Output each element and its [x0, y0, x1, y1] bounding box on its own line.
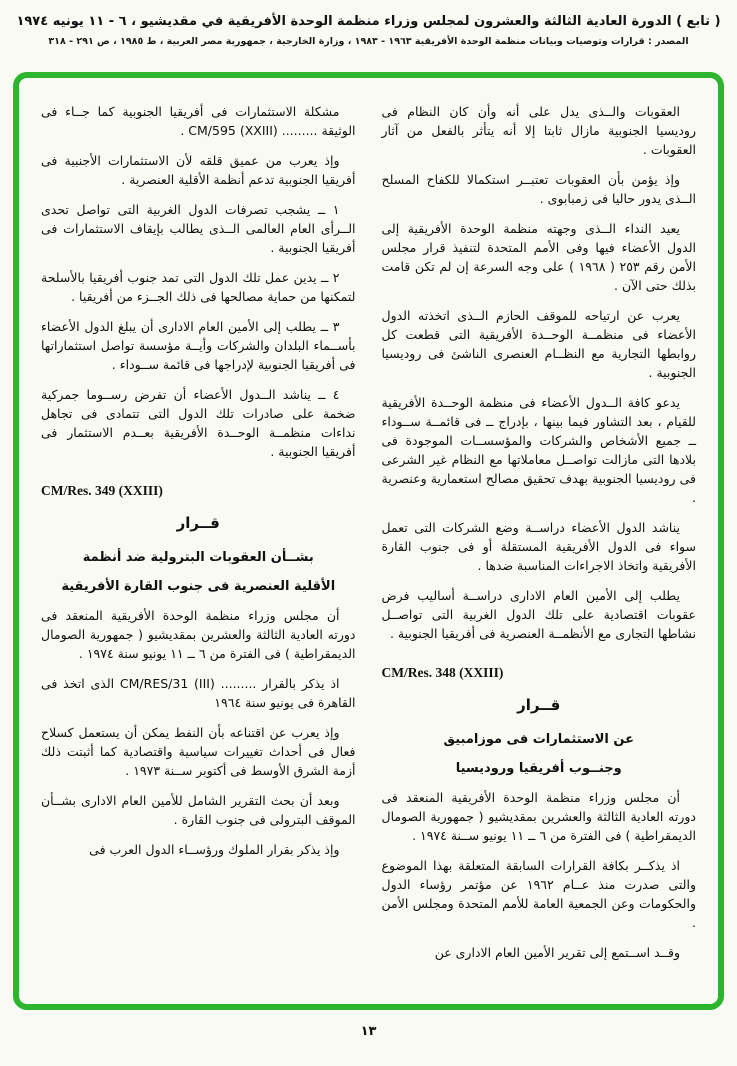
paragraph: أن مجلس وزراء منظمة الوحدة الأفريقية المنعقد فى دورته العادية الثالثة والعشرين بمقديشيو ( جمهورية الصومال الديمقراطية ) فى الفترة من ٦ ــ ١١ يونيو ســنة ١٩٧٤ .	[381, 789, 696, 843]
resolution-title: قــرار	[517, 695, 561, 714]
paragraph: مشكلة الاستثمارات فى أفريقيا الجنوبية كما جــاء فى الوثيقة ......... CM/595 (XXIII) .	[41, 104, 356, 138]
document-header-title: ( تابع ) الدورة العادية الثالثة والعشرون لمجلس وزراء منظمة الوحدة الأفريقية في مقديشيو ، ٦ - ١١ يونيه ١٩٧٤	[16, 14, 721, 29]
page-frame	[13, 72, 724, 1010]
numbered-clause-4: ٤ ــ يناشد الــدول الأعضاء أن تفرض رســوما جمركية ضخمة على صادرات تلك الدول التى تتمادى فى تجاهل نداءات منظمــة الوحــدة الأفريقية بعــدم الاستثمار فى أفريقيا الجنوبية .	[41, 387, 356, 459]
paragraph: وإذ يعرب من عميق قلقه لأن الاستثمارات الأجنبية فى أفريقيا الجنوبية تدعم أنظمة الأقلية العنصرية .	[41, 153, 356, 187]
resolution-subtitle: بشــأن العقوبات البترولية ضد أنظمة	[82, 550, 314, 566]
paragraph: وبعد أن بحث التقرير الشامل للأمين العام الادارى بشــأن الموقف البترولى فى جنوب القارة .	[41, 792, 356, 827]
paragraph: يعيد النداء الــذى وجهته منظمة الوحدة الأفريقية إلى الدول الأعضاء فيها وفى الأمم المتحدة لتنفيذ قرار مجلس الأمن رقم ٢٥٣ ( ١٩٦٨ ) على وجه السرعة إن لم تكن قامت بذلك حتى الآن .	[381, 221, 696, 293]
right-column	[382, 102, 697, 992]
resolution-number-348: CM/Res. 348 (XXIII)	[381, 665, 504, 680]
numbered-clause-3: ٣ ــ يطلب إلى الأمين العام الادارى أن يبلغ الدول الأعضاء بأســماء البلدان والشركات وأيــة مؤسسة تواصل استثماراتها فى أفريقيا الجنوبية لإدراجها فى قائمة ســوداء .	[41, 319, 356, 372]
paragraph: يعرب عن ارتياحه للموقف الحازم الــذى اتخذته الدول الأعضاء فى منظمــة الوحــدة الأفريقية التى قطعت كل روابطها التجارية مع النظــام العنصرى الناشئ فى روديسيا الجنوبية .	[381, 308, 696, 380]
resolution-title: قــرار	[176, 513, 220, 532]
numbered-clause-1: ١ ــ يشجب تصرفات الدول الغربية التى تواصل تحدى الــرأى العام العالمى الــذى يطالب بإيقاف الاستثمارات فى أفريقيا الجنوبية .	[41, 202, 356, 255]
resolution-number-349: CM/Res. 349 (XXIII)	[41, 483, 163, 498]
paragraph: يناشد الدول الأعضاء دراســة وضع الشركات التى تعمل سواء فى الدول الأفريقية المستقلة أو فى جنوب القارة الأفريقية واتخاذ الاجراءات المناسبة ضدها .	[381, 520, 696, 573]
resolution-subtitle: وجنــوب أفريقيا وروديسيا	[455, 761, 622, 777]
paragraph: وإذ يذكر بقرار الملوك ورؤســاء الدول العرب فى	[89, 841, 340, 857]
resolution-subtitle: عن الاستثمارات فى موزامبيق	[443, 732, 634, 748]
left-column	[41, 102, 356, 992]
document-source-line: المصدر : قرارات وتوصيات وبيانات منظمة الوحدة الأفريقية ١٩٦٣ - ١٩٨٣ ، وزارة الخارجية ، جمهورية مصر العربية ، ط ١٩٨٥ ، ص ٢٩١ - ٣١٨	[48, 36, 689, 47]
paragraph: وقــد اســتمع إلى تقرير الأمين العام الادارى عن	[434, 944, 680, 960]
resolution-subtitle: الأقلية العنصرية فى جنوب القارة الأفريقية	[61, 579, 336, 595]
paragraph: يطلب إلى الأمين العام الادارى دراســة أساليب فرض عقوبات اقتصادية على تلك الدول الغربية التى تواصــل نشاطها التجارى مع الأنظمــة العنصرية فى أفريقيا الجنوبية .	[381, 588, 696, 641]
paragraph: اذ يذكر بالقرار ......... CM/RES/31 (III) الذى اتخذ فى القاهرة فى يونيو سنة ١٩٦٤	[41, 675, 356, 710]
document-header	[0, 14, 737, 47]
paragraph: وإذ يؤمن بأن العقوبات تعتبــر استكمالا للكفاح المسلح الــذى يدور حاليا فى زمبابوى .	[381, 172, 696, 206]
page-number: ١٣	[360, 1024, 377, 1039]
paragraph: وإذ يعرب عن اقتناعه بأن النفط يمكن أن يستعمل كسلاح فعال فى أحداث تغييرات سياسية واقتصادية كما أثبتت ذلك أزمة الشرق الأوسط فى أكتوبر ســنة ١٩٧٣ .	[41, 724, 356, 778]
numbered-clause-2: ٢ ــ يدين عمل تلك الدول التى تمد جنوب أفريقيا بالأسلحة لتمكنها من حماية مصالحها فى ذلك الجــزء من أفريقيا .	[41, 270, 356, 304]
paragraph: أن مجلس وزراء منظمة الوحدة الأفريقية المنعقد فى دورته العادية الثالثة والعشرين بمقديشيو ( جمهورية الصومال الديمقراطية ) فى الفترة من ٦ ــ ١١ يونيو سنة ١٩٧٤ .	[41, 607, 356, 661]
paragraph: اذ يذكــر بكافة القرارات السابقة المتعلقة بهذا الموضوع والتى صدرت منذ عــام ١٩٦٢ عن مؤتمر رؤساء الدول والحكومات وعن الجمعية العامة للأمم المتحدة ومجلس الأمن .	[381, 857, 696, 930]
paragraph: العقوبات والــذى يدل على أنه وأن كان النظام فى روديسيا الجنوبية مازال ثابتا إلا أنه يتأثر بالفعل من آثار العقوبات .	[381, 104, 696, 157]
paragraph: يدعو كافة الــدول الأعضاء فى منظمة الوحــدة الأفريقية للقيام ، بعد التشاور فيما بينها ، بإدراج ــ فى قائمــة ســوداء ــ جميع الأشخاص والشركات والمؤسســات الموجودة فى بلادها التى مازالت تواصــل معاملاتها مع النظام غير الشرعى فى روديسيا الجنوبية بهدف تحقيق مصالح استعمارية وعنصرية .	[381, 395, 696, 505]
